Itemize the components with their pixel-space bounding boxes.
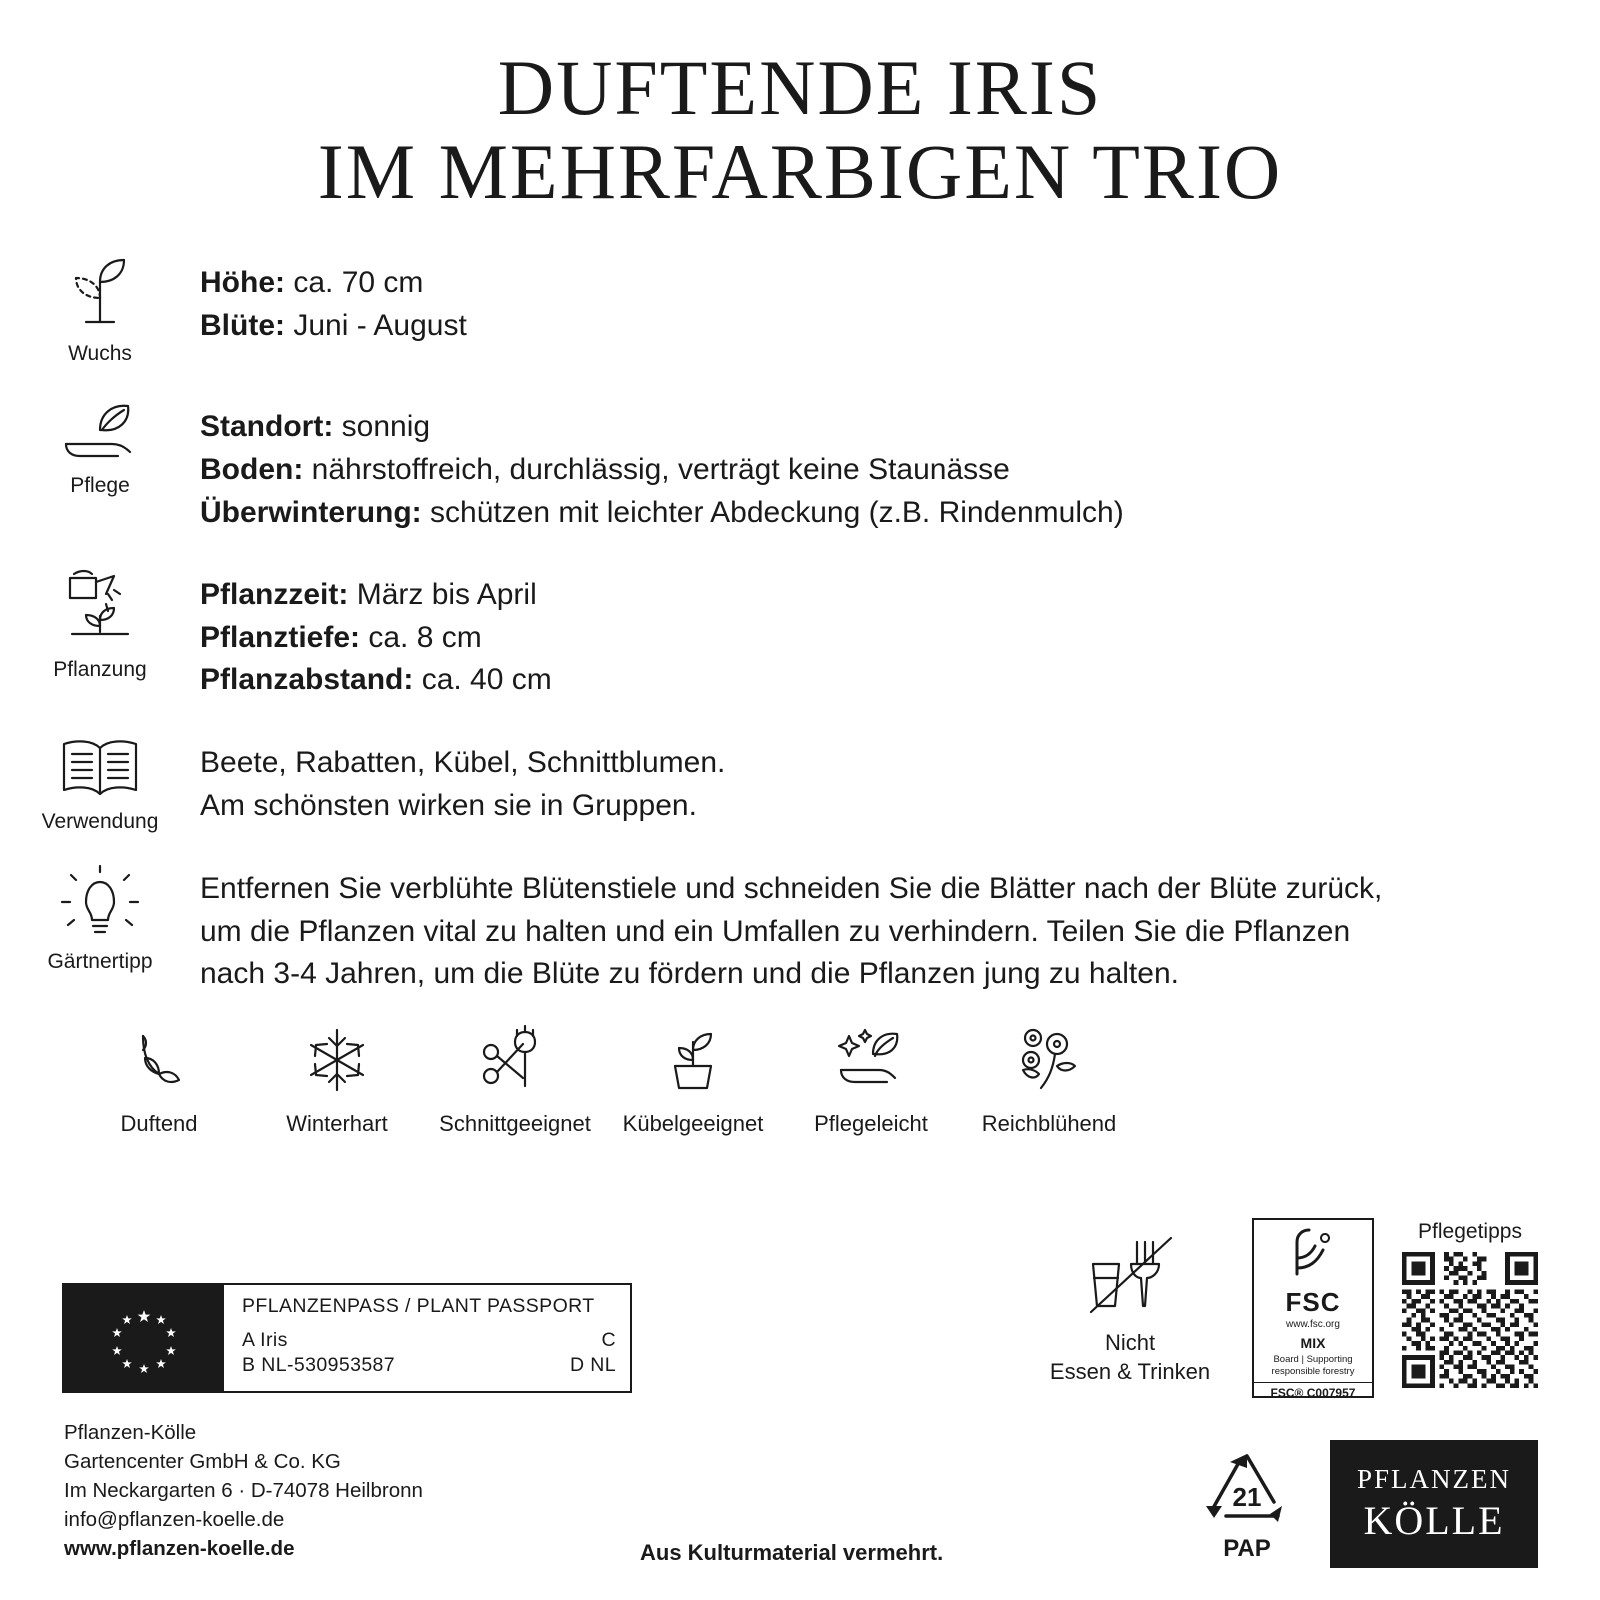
info-text	[200, 860, 1382, 996]
passport-row-b	[242, 1353, 616, 1378]
property-label: Winterhart	[286, 1110, 388, 1136]
info-label: Standort:	[200, 410, 334, 444]
info-label: Boden:	[200, 453, 304, 487]
info-line	[200, 617, 552, 660]
plant-growth-icon	[56, 248, 144, 336]
recycling-label: PAP	[1223, 1535, 1271, 1562]
icon-caption: Pflege	[70, 474, 130, 498]
care-tips-qr[interactable]	[1402, 1220, 1538, 1393]
icon-caption: Verwendung	[41, 810, 159, 834]
fsc-mix: MIX	[1300, 1335, 1326, 1351]
property-label: Reichblühend	[981, 1110, 1117, 1136]
no-eating-label	[1040, 1329, 1220, 1386]
info-value: März bis April	[356, 578, 537, 612]
info-row-pflege	[0, 392, 1600, 534]
passport-a: A Iris	[242, 1329, 288, 1351]
info-text	[200, 392, 1124, 534]
info-label: Blüte:	[200, 309, 285, 343]
property-label: Kübelgeeignet	[622, 1110, 764, 1136]
fsc-url: www.fsc.org	[1286, 1319, 1340, 1330]
passport-c: C	[601, 1329, 616, 1351]
address-line-3: Im Neckargarten 6 · D-74078 Heilbronn	[64, 1479, 423, 1503]
info-value: Beete, Rabatten, Kübel, Schnittblumen.	[200, 746, 726, 780]
property-label: Duftend	[120, 1110, 198, 1136]
passport-row-a	[242, 1328, 616, 1353]
lightbulb-icon	[56, 864, 144, 944]
icon-column	[0, 392, 200, 498]
property-duftend	[70, 1022, 248, 1137]
info-value: um die Pflanzen vital zu halten und ein Umfallen zu verhindern. Teilen Sie die Pflanzen	[200, 914, 1351, 948]
info-text	[200, 560, 552, 702]
logo-line-2: KÖLLE	[1363, 1498, 1505, 1543]
title-line-2: IM MEHRFARBIGEN TRIO	[317, 128, 1283, 216]
icon-column	[0, 560, 200, 682]
info-value: Juni - August	[293, 309, 467, 343]
info-label: Höhe:	[200, 266, 285, 300]
recycling-triangle-icon	[1192, 1515, 1302, 1532]
property-pflegeleicht	[782, 1022, 960, 1137]
qr-code-icon[interactable]	[1402, 1252, 1538, 1388]
scissors-flower-icon	[477, 1022, 553, 1103]
info-line	[200, 659, 552, 702]
property-winterhart	[248, 1022, 426, 1137]
scent-flower-icon	[121, 1022, 197, 1103]
title-line-1: DUFTENDE IRIS	[497, 44, 1103, 131]
address-website[interactable]: www.pflanzen-koelle.de	[64, 1537, 295, 1561]
property-label: Pflegeleicht	[814, 1110, 928, 1136]
address-email[interactable]: info@pflanzen-koelle.de	[64, 1508, 285, 1532]
info-row-wuchs	[0, 248, 1600, 366]
qr-label: Pflegetipps	[1418, 1220, 1522, 1243]
info-value: sonnig	[341, 410, 431, 444]
info-line	[200, 868, 1382, 911]
fsc-mark	[1252, 1218, 1374, 1398]
fsc-title: FSC	[1285, 1287, 1341, 1317]
info-line	[200, 911, 1382, 954]
info-label: Pflanzzeit:	[200, 578, 349, 612]
warning-line-2: Essen & Trinken	[1049, 1358, 1211, 1384]
info-row-gaertnertipp	[0, 860, 1600, 996]
watering-can-icon	[56, 564, 144, 652]
info-row-verwendung	[0, 728, 1600, 834]
fsc-code: FSC® C007957	[1254, 1382, 1372, 1400]
snowflake-icon	[299, 1022, 375, 1103]
eu-flag-icon	[64, 1285, 224, 1391]
info-line	[200, 406, 1124, 449]
no-eating-drinking-mark	[1040, 1228, 1220, 1386]
icon-caption: Pflanzung	[53, 658, 147, 682]
icon-caption: Wuchs	[68, 342, 132, 366]
recycling-number: 21	[1232, 1482, 1262, 1512]
many-flowers-icon	[1011, 1022, 1087, 1103]
info-value: schützen mit leichter Abdeckung (z.B. Rindenmulch)	[430, 495, 1124, 529]
fsc-tree-icon	[1285, 1228, 1341, 1285]
logo-line-1: PFLANZEN	[1356, 1464, 1511, 1494]
passport-b: B NL-530953587	[242, 1354, 396, 1377]
no-eating-drinking-icon	[1075, 1307, 1185, 1324]
address-line-2: Gartencenter GmbH & Co. KG	[64, 1450, 341, 1474]
hand-sparkle-leaf-icon	[833, 1022, 909, 1103]
info-line	[200, 262, 467, 305]
info-value: Am schönsten wirken sie in Gruppen.	[200, 788, 697, 822]
info-value: nach 3-4 Jahren, um die Blüte zu fördern und die Pflanzen jung zu halten.	[200, 957, 1179, 991]
info-line	[200, 785, 725, 828]
info-label: Überwinterung:	[200, 495, 422, 529]
culture-note: Aus Kulturmaterial vermehrt.	[640, 1540, 944, 1565]
info-line	[200, 449, 1124, 492]
info-value: ca. 40 cm	[421, 663, 552, 697]
fsc-subtitle: Board | Supporting responsible forestry	[1271, 1354, 1355, 1377]
info-value: ca. 8 cm	[368, 620, 482, 654]
property-icon-strip	[0, 1022, 1600, 1137]
icon-column	[0, 248, 200, 366]
info-text	[200, 248, 467, 347]
open-book-icon	[54, 732, 146, 804]
info-line	[200, 574, 552, 617]
info-value: Entfernen Sie verblühte Blütenstiele und schneiden Sie die Blätter nach der Blüte zurück,	[200, 872, 1383, 906]
property-schnittgeeignet	[426, 1022, 604, 1137]
info-line	[200, 953, 1382, 996]
passport-d: D NL	[569, 1354, 616, 1377]
info-label: Pflanzabstand:	[200, 663, 414, 697]
info-text	[200, 728, 725, 827]
property-label: Schnittgeeignet	[439, 1110, 591, 1136]
property-reichbluehend	[960, 1022, 1138, 1137]
info-row-pflanzung	[0, 560, 1600, 702]
potted-plant-icon	[655, 1022, 731, 1103]
info-line	[200, 305, 467, 348]
hand-leaf-icon	[56, 396, 144, 468]
icon-caption: Gärtnertipp	[47, 950, 153, 974]
page-title	[0, 0, 1600, 214]
warning-line-1: Nicht	[1104, 1330, 1156, 1355]
info-value: nährstoffreich, durchlässig, verträgt keine Staunässe	[311, 453, 1010, 487]
passport-heading: PFLANZENPASS / PLANT PASSPORT	[242, 1295, 595, 1317]
info-block	[0, 248, 1600, 995]
brand-logo	[1330, 1440, 1538, 1568]
plant-passport	[62, 1283, 632, 1393]
icon-column	[0, 728, 200, 834]
info-label: Pflanztiefe:	[200, 620, 361, 654]
passport-body	[224, 1285, 630, 1391]
recycling-mark	[1192, 1448, 1302, 1563]
info-value: ca. 70 cm	[293, 266, 424, 300]
address-line-1: Pflanzen-Kölle	[64, 1421, 197, 1444]
info-line	[200, 742, 725, 785]
info-line	[200, 492, 1124, 535]
property-kuebelgeeignet	[604, 1022, 782, 1137]
icon-column	[0, 860, 200, 974]
company-address	[64, 1418, 423, 1564]
